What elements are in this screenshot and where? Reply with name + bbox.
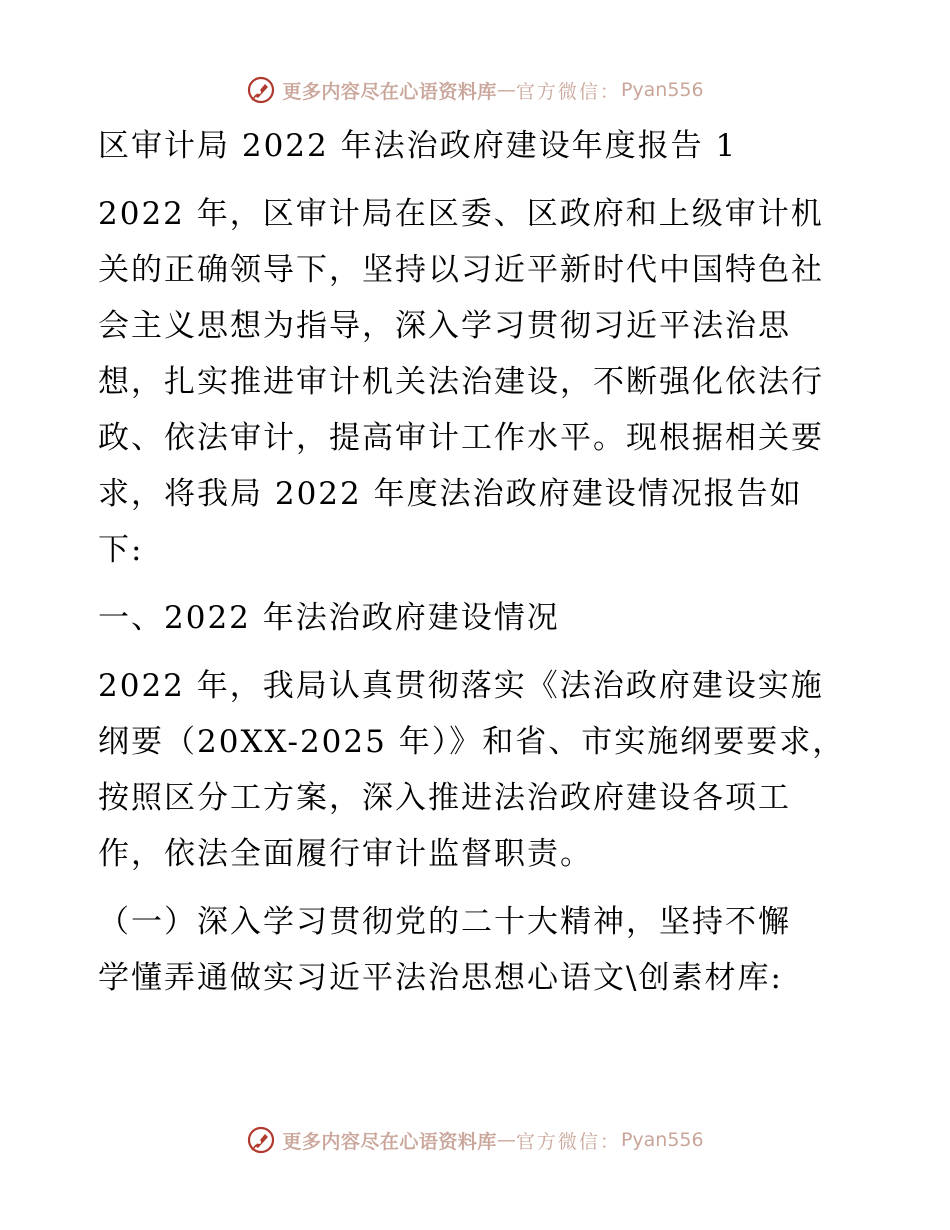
watermark-main-text: 更多内容尽在心语资料库 bbox=[282, 1130, 497, 1153]
paragraph-line: 下: bbox=[98, 532, 144, 568]
watermark-wechat-label: 官方微信： bbox=[515, 80, 621, 103]
watermark-main-text: 更多内容尽在心语资料库 bbox=[282, 80, 497, 103]
document-title: 区审计局 2022 年法治政府建设年度报告 1 bbox=[98, 128, 738, 164]
header-watermark-banner bbox=[0, 70, 950, 110]
pen-nib-circle-icon bbox=[246, 1125, 276, 1155]
subsection1-paragraph bbox=[98, 894, 858, 1006]
document-body bbox=[98, 118, 858, 1006]
pen-nib-circle-icon bbox=[246, 75, 276, 105]
paragraph-line: 2022 年，区审计局在区委、区政府和上级审计机 bbox=[98, 196, 824, 232]
paragraph-line: 关的正确领导下，坚持以习近平新时代中国特色社 bbox=[98, 252, 824, 288]
watermark-dash: — bbox=[496, 1129, 516, 1151]
watermark-dash: — bbox=[496, 79, 516, 101]
paragraph-line: 按照区分工方案，深入推进法治政府建设各项工 bbox=[98, 780, 791, 816]
section1-paragraph bbox=[98, 658, 858, 882]
paragraph-line: （一）深入学习贯彻党的二十大精神，坚持不懈 bbox=[98, 904, 791, 940]
watermark-wechat-id: Pyan556 bbox=[620, 1129, 704, 1151]
intro-paragraph bbox=[98, 186, 858, 578]
paragraph-line: 纲要（20XX-2025 年）》和省、市实施纲要要求， bbox=[98, 724, 846, 760]
watermark-wechat-label: 官方微信： bbox=[515, 1130, 621, 1153]
watermark-wechat-id: Pyan556 bbox=[620, 79, 704, 101]
paragraph-line: 求，将我局 2022 年度法治政府建设情况报告如 bbox=[98, 476, 803, 512]
paragraph-line: 会主义思想为指导，深入学习贯彻习近平法治思 bbox=[98, 308, 791, 344]
paragraph-line: 2022 年，我局认真贯彻落实《法治政府建设实施 bbox=[98, 668, 824, 704]
paragraph-line: 想，扎实推进审计机关法治建设，不断强化依法行 bbox=[98, 364, 824, 400]
paragraph-line: 作，依法全面履行审计监督职责。 bbox=[98, 836, 593, 872]
paragraph-line: 学懂弄通做实习近平法治思想心语文\创素材库: bbox=[98, 960, 783, 996]
footer-watermark-banner bbox=[0, 1120, 950, 1160]
section-heading: 一、2022 年法治政府建设情况 bbox=[98, 600, 560, 636]
paragraph-line: 政、依法审计，提高审计工作水平。现根据相关要 bbox=[98, 420, 824, 456]
